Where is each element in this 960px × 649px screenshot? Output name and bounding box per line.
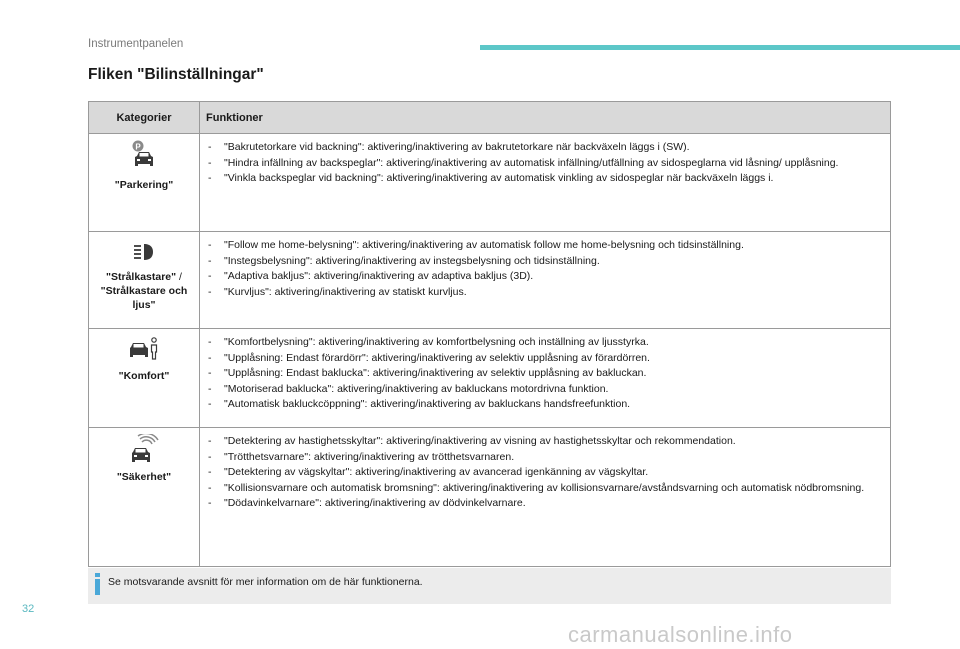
function-item: - "Bakrutetorkare vid backning": aktivering/inaktivering av bakrutetorkare när backväxeln läggs i (SW). — [206, 140, 884, 156]
function-item: - "Kurvljus": aktivering/inaktivering av statiskt kurvljus. — [206, 285, 884, 301]
watermark: carmanualsonline.info — [568, 622, 793, 647]
category-label: "Parkering" — [114, 179, 174, 191]
category-label-part: "Strålkastare" — [106, 271, 177, 283]
page-number: 32 — [22, 603, 35, 615]
table-header-row — [89, 102, 891, 134]
function-item: - "Hindra infällning av backspeglar": aktivering/inaktivering av automatisk infällning/utfällning av sidospeglarna vid låsning/ upplåsning. — [206, 156, 884, 172]
function-item: - "Vinkla backspeglar vid backning": aktivering/inaktivering av automatisk vinkling av sidospeglar när backväxeln läggs i. — [206, 171, 884, 187]
function-item: - "Adaptiva bakljus": aktivering/inaktivering av adaptiva bakljus (3D). — [206, 269, 884, 285]
function-item: - "Instegsbelysning": aktivering/inaktivering av instegsbelysning och tidsinställning. — [206, 254, 884, 270]
function-item: - "Komfortbelysning": aktivering/inaktivering av komfortbelysning och inställning av ljusstyrka. — [206, 335, 884, 351]
category-cell — [89, 134, 200, 232]
function-item: - "Automatisk bakluckсöppning": aktivering/inaktivering av bakluckans handsfreefunktion. — [206, 397, 884, 413]
parking-car-icon — [131, 140, 157, 174]
column-header-categories: Kategorier — [89, 102, 200, 134]
safety-car-waves-icon — [128, 434, 160, 466]
page-title: Fliken "Bilinställningar" — [88, 66, 264, 83]
function-item: - "Detektering av vägskyltar": aktivering/inaktivering av avancerad igenkänning av vägskyltar. — [206, 465, 884, 481]
category-label — [93, 270, 195, 284]
section-name: Instrumentpanelen — [88, 38, 184, 50]
info-box — [88, 568, 891, 604]
table-row — [89, 134, 891, 232]
function-item: - "Follow me home-belysning": aktivering/inaktivering av automatisk follow me home-belysning och tidsinställning. — [206, 238, 884, 254]
function-item: - "Upplåsning: Endast baklucka": aktivering/inaktivering av selektiv upplåsning av bakluckan. — [206, 366, 884, 382]
function-item: - "Detektering av hastighetsskyltar": aktivering/inaktivering av visning av hastighetsskyltar och rekommendation. — [206, 434, 884, 450]
functions-table — [88, 101, 891, 567]
function-item: - "Trötthetsvarnare": aktivering/inaktivering av trötthetsvarnaren. — [206, 450, 884, 466]
column-header-functions: Funktioner — [200, 102, 891, 134]
function-item: - "Upplåsning: Endast förardörr": aktivering/inaktivering av selektiv upplåsning av förardörren. — [206, 351, 884, 367]
category-cell — [89, 428, 200, 567]
header-accent-bar — [480, 45, 960, 50]
category-label: "Komfort" — [118, 370, 170, 382]
info-icon — [94, 571, 102, 597]
function-item: - "Dödavinkelvarnare": aktivering/inaktivering av dödvinkelvarnare. — [206, 496, 884, 512]
svg-text:P: P — [135, 142, 141, 152]
functions-cell — [200, 329, 891, 428]
headlamp-icon — [131, 238, 157, 266]
function-item: - "Kollisionsvarnare och automatisk bromsning": aktivering/inaktivering av kollisionsvarnare/avståndsvarning och automatisk nödbromsning. — [206, 481, 884, 497]
table-row — [89, 329, 891, 428]
functions-cell — [200, 232, 891, 329]
category-separator: / — [176, 271, 182, 283]
table-row — [89, 428, 891, 567]
functions-cell — [200, 428, 891, 567]
function-item: - "Motoriserad baklucka": aktivering/inaktivering av bakluckans motordrivna funktion. — [206, 382, 884, 398]
category-cell — [89, 232, 200, 329]
category-cell — [89, 329, 200, 428]
category-label: "Säkerhet" — [116, 471, 172, 483]
info-text: Se motsvarande avsnitt för mer information om de här funktionerna. — [108, 576, 423, 588]
comfort-car-person-icon — [127, 335, 161, 365]
functions-cell — [200, 134, 891, 232]
category-label-secondary: "Strålkastare och ljus" — [100, 285, 188, 311]
table-row — [89, 232, 891, 329]
